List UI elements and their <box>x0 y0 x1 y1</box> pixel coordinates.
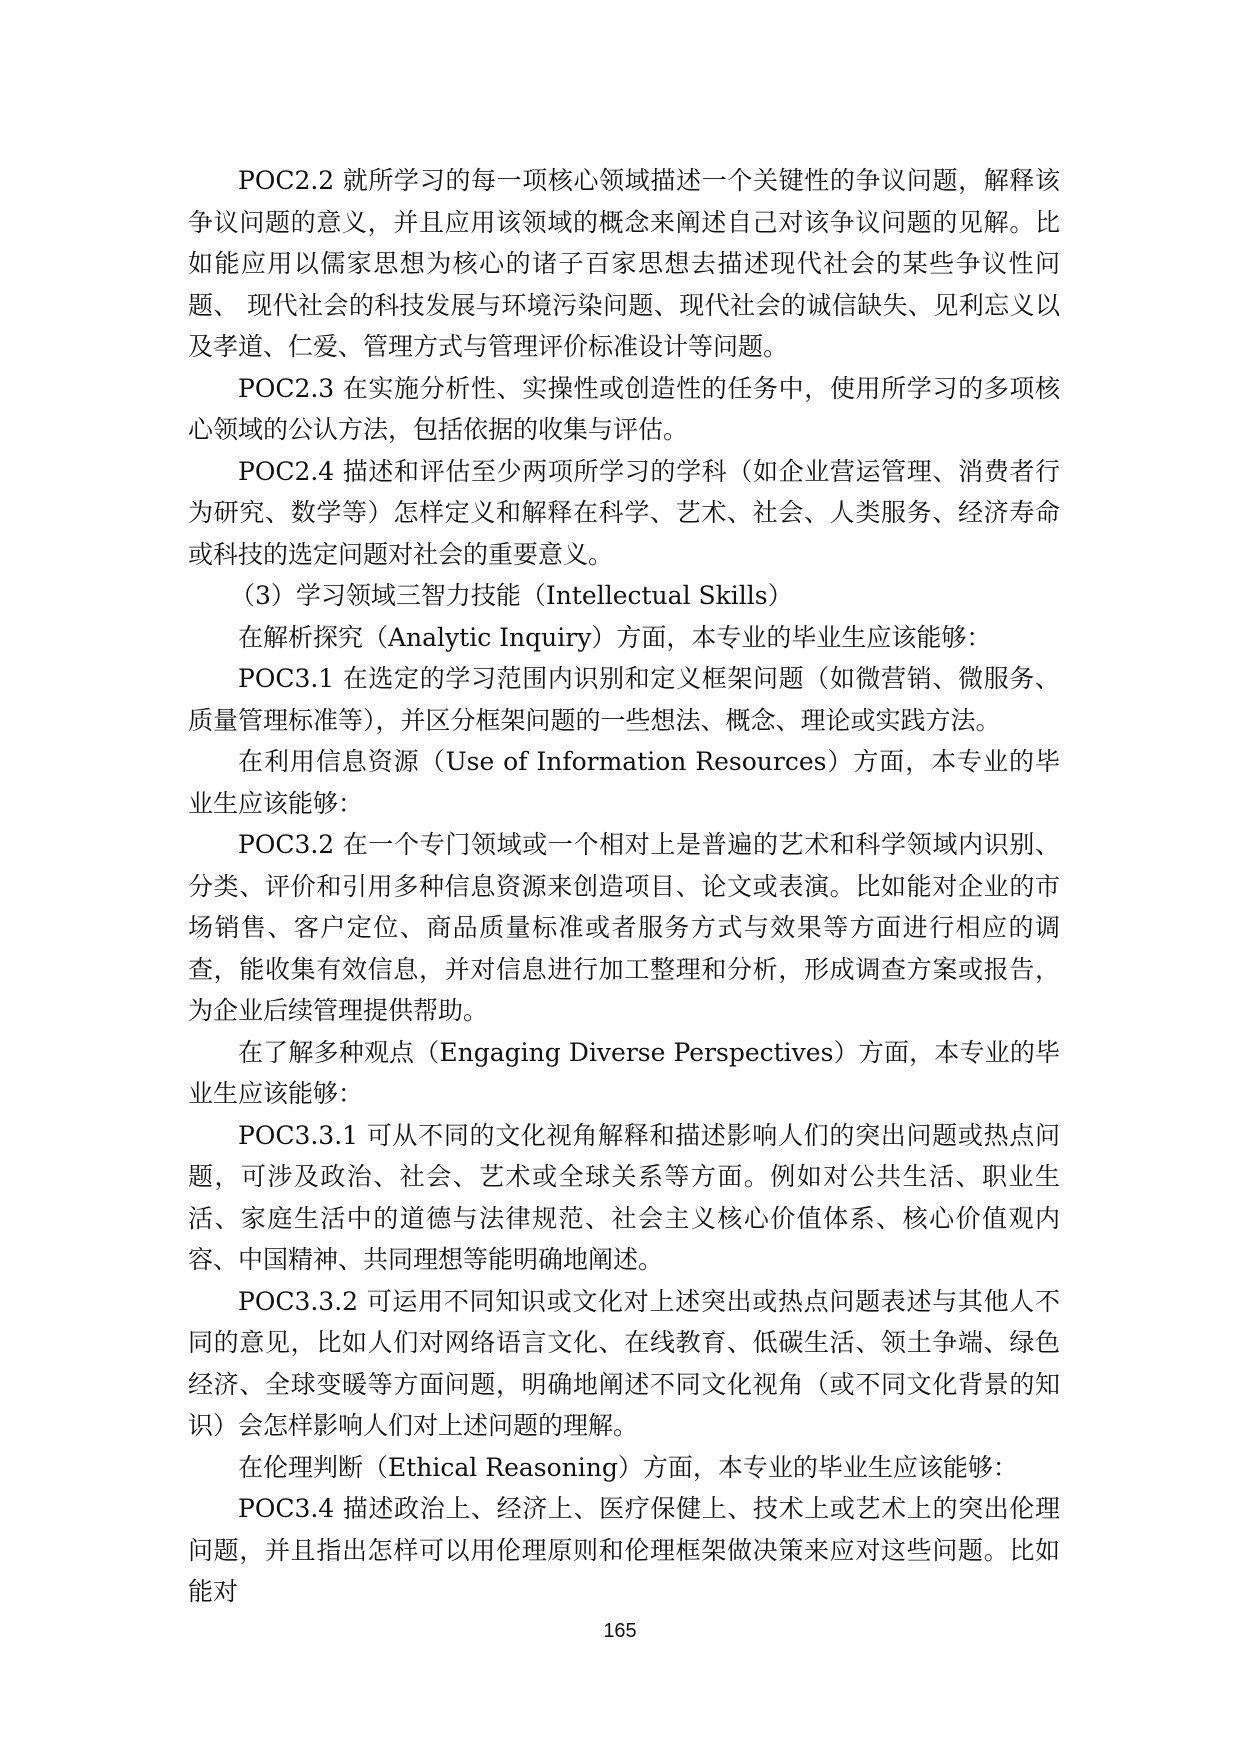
paragraph-diverse-perspectives-intro: 在了解多种观点（Engaging Diverse Perspectives）方面，本专业的毕业生应该能够： <box>188 1037 1060 1108</box>
paragraph-poc3-3-1: POC3.3.1 可从不同的文化视角解释和描述影响人们的突出问题或热点问题，可涉及政治、社会、艺术或全球关系等方面。例如对公共生活、职业生活、家庭生活中的道德与法律规范、社会主义核心价值体系、核心价值观内容、中国精神、共同理想等能明确地阐述。 <box>188 1120 1060 1274</box>
paragraph-poc2-3: POC2.3 在实施分析性、实操性或创造性的任务中，使用所学习的多项核心领域的公认方法，包括依据的收集与评估。 <box>188 373 1060 444</box>
paragraph-poc2-4: POC2.4 描述和评估至少两项所学习的学科（如企业营运管理、消费者行为研究、数学等）怎样定义和解释在科学、艺术、社会、人类服务、经济寿命或科技的选定问题对社会的重要意义。 <box>188 456 1060 569</box>
paragraph-poc2-2: POC2.2 就所学习的每一项核心领域描述一个关键性的争议问题，解释该争议问题的意义，并且应用该领域的概念来阐述自己对该争议问题的见解。比如能应用以儒家思想为核心的诸子百家思想去描述现代社会的某些争议性问题、 现代社会的科技发展与环境污染问题、现代社会的诚信缺失、见利忘义以及孝道、仁爱、管理方式与管理评价标准设计等问题。 <box>188 166 1060 361</box>
paragraph-poc3-2: POC3.2 在一个专门领域或一个相对上是普遍的艺术和科学领域内识别、分类、评价和引用多种信息资源来创造项目、论文或表演。比如能对企业的市场销售、客户定位、商品质量标准或者服务方式与效果等方面进行相应的调查，能收集有效信息，并对信息进行加工整理和分析，形成调查方案或报告，为企业后续管理提供帮助。 <box>188 830 1060 1025</box>
paragraph-poc3-4: POC3.4 描述政治上、经济上、医疗保健上、技术上或艺术上的突出伦理问题，并且指出怎样可以用伦理原则和伦理框架做决策来应对这些问题。比如能对 <box>188 1494 1060 1606</box>
section-heading-intellectual-skills: （3）学习领域三智力技能（Intellectual Skills） <box>230 581 793 610</box>
paragraph-poc3-1: POC3.1 在选定的学习范围内识别和定义框架问题（如微营销、微服务、质量管理标准等），并区分框架问题的一些想法、概念、理论或实践方法。 <box>188 664 1060 735</box>
paragraph-analytic-inquiry-intro: 在解析探究（Analytic Inquiry）方面，本专业的毕业生应该能够： <box>238 622 992 652</box>
paragraph-ethical-reasoning-intro: 在伦理判断（Ethical Reasoning）方面，本专业的毕业生应该能够： <box>238 1452 1018 1482</box>
page-number: 165 <box>603 1620 637 1642</box>
paragraph-information-resources-intro: 在利用信息资源（Use of Information Resources）方面，本专业的毕业生应该能够： <box>188 747 1060 818</box>
body-text <box>188 160 1060 1613</box>
paragraph-poc3-3-2: POC3.3.2 可运用不同知识或文化对上述突出或热点问题表述与其他人不同的意见，比如人们对网络语言文化、在线教育、低碳生活、领土争端、绿色经济、全球变暖等方面问题，明确地阐述不同文化视角（或不同文化背景的知识）会怎样影响人们对上述问题的理解。 <box>188 1286 1060 1440</box>
